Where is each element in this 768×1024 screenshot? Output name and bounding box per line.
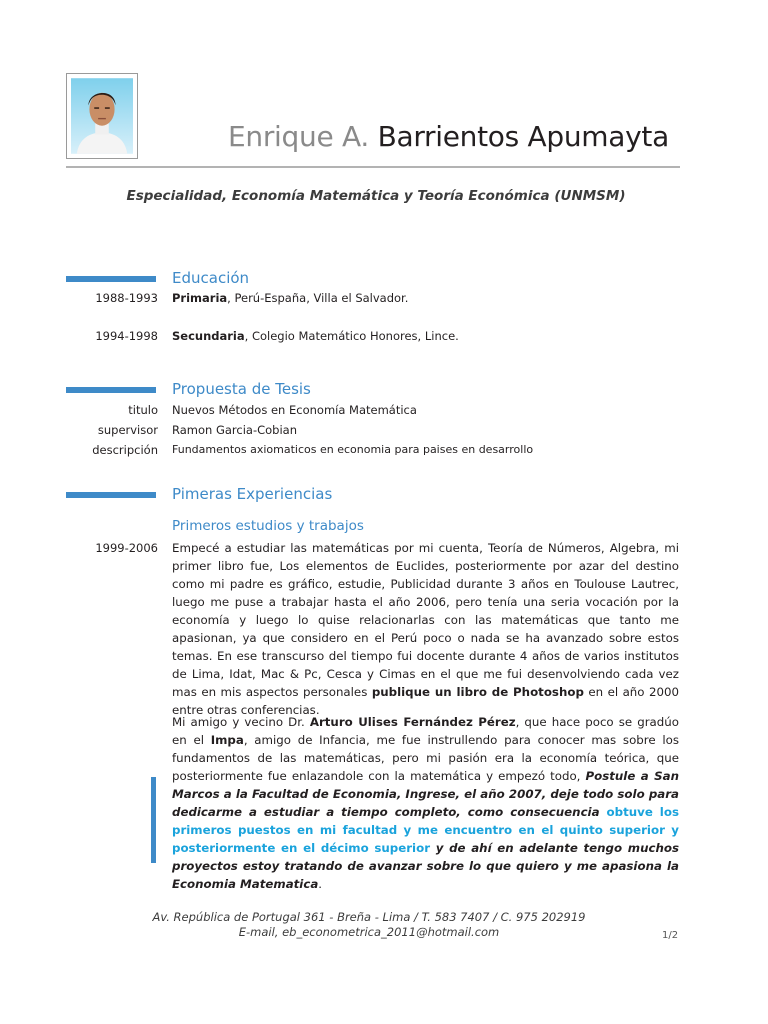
education-level-1: Primaria	[172, 291, 228, 305]
experience-subtitle: Primeros estudios y trabajos	[172, 518, 364, 534]
page-number: 1/2	[662, 930, 679, 941]
thesis-label-title: titulo	[128, 403, 158, 417]
section-bar-thesis	[66, 387, 156, 393]
thesis-value-supervisor: Ramon Garcia-Cobian	[172, 423, 298, 437]
footer-contact	[0, 910, 768, 940]
education-detail-1: , Perú-España, Villa el Salvador.	[227, 291, 409, 305]
education-level-2: Secundaria	[172, 329, 245, 343]
section-title-experience: Pimeras Experiencias	[172, 485, 333, 503]
p2-highlight: obtuve los primeros puestos en mi facultad y me encuentro en el quinto superior y posteriormente en el décimo superior	[172, 805, 679, 855]
portrait-image	[71, 78, 133, 154]
p2-c: , amigo de Infancia, me fue instrullendo para conocer mas sobre los fundamentos de las matemáticas, pero mi pasión era la economía teórica, que posteriormente fue enlazandole con la matemática y empezó todo,	[172, 733, 679, 783]
profile-photo	[66, 73, 138, 159]
p1-bold: publique un libro de Photoshop	[371, 685, 584, 699]
experience-years: 1999-2006	[95, 541, 158, 555]
last-name: Barrientos Apumayta	[377, 120, 669, 153]
footer-address: Av. República de Portugal 361 - Breña - Lima / T. 583 7407 / C. 975 202919	[152, 910, 586, 924]
p2-b: , que hace poco se gradúo en el	[172, 715, 679, 747]
p2-end: .	[318, 877, 323, 891]
thesis-label-description: descripción	[92, 443, 158, 457]
specialty-text: Especialidad, Economía Matemática y Teoría Económica (UNMSM)	[126, 188, 626, 204]
experience-paragraph-1	[172, 539, 679, 719]
education-entry-1	[172, 291, 408, 305]
p2-bold-italic: Postule a San Marcos a la Facultad de Economia, Ingrese, el año 2007, deje todo solo para dedicarme a estudiar a tiempo completo, como consecuencia	[172, 769, 679, 819]
education-entry-2	[172, 329, 459, 343]
p2-a: Mi amigo y vecino Dr.	[172, 715, 310, 729]
education-years-1: 1988-1993	[95, 291, 158, 305]
p2-name: Arturo Ulises Fernández Pérez	[309, 715, 516, 729]
section-bar-education	[66, 276, 156, 282]
section-title-thesis: Propuesta de Tesis	[172, 380, 311, 398]
education-detail-2: , Colegio Matemático Honores, Lince.	[244, 329, 459, 343]
p2-bold-italic-2: y de ahí en adelante tengo muchos proyectos estoy tratando de avanzar sobre lo que quiero y me apasiona la Economia Matematica	[172, 841, 679, 891]
name-divider	[66, 166, 680, 168]
section-title-education: Educación	[172, 269, 250, 287]
experience-paragraph-2	[172, 713, 679, 893]
section-bar-experience	[66, 492, 156, 498]
first-name: Enrique A.	[228, 120, 369, 153]
specialty-line	[0, 188, 768, 204]
thesis-value-description: Fundamentos axiomaticos en economia para paises en desarrollo	[172, 443, 534, 456]
p2-impa: Impa	[210, 733, 244, 747]
candidate-name	[228, 120, 669, 153]
thesis-label-supervisor: supervisor	[97, 423, 158, 437]
thesis-value-title: Nuevos Métodos en Economía Matemática	[172, 403, 417, 417]
quote-accent-bar	[151, 777, 156, 863]
p1-end: en el año 2000 entre otras conferencias.	[172, 685, 679, 717]
education-years-2: 1994-1998	[95, 329, 158, 343]
footer-email: E-mail, eb_econometrica_2011@hotmail.com	[238, 925, 500, 939]
p1-text: Empecé a estudiar las matemáticas por mi cuenta, Teoría de Números, Algebra, mi primer libro fue, Los elementos de Euclides, posteriormente por azar del destino como mi padre es gráfico, estudie, Publicidad durante 3 años en Toulouse Lautrec, luego me puse a trabajar hasta el año 2006, pero tenía una seria vocación por la economía y luego lo quise relacionarlas con las matemáticas que tanto me apasionan, ya que considero en el Perú poco o nada se ha avanzado sobre estos temas. En ese transcurso del tiempo fui docente durante 4 años de varios institutos de Lima, Idat, Mac & Pc, Cesca y Cimas en el que me fui desenvolviendo cada vez mas en mis aspectos personales	[172, 541, 679, 699]
